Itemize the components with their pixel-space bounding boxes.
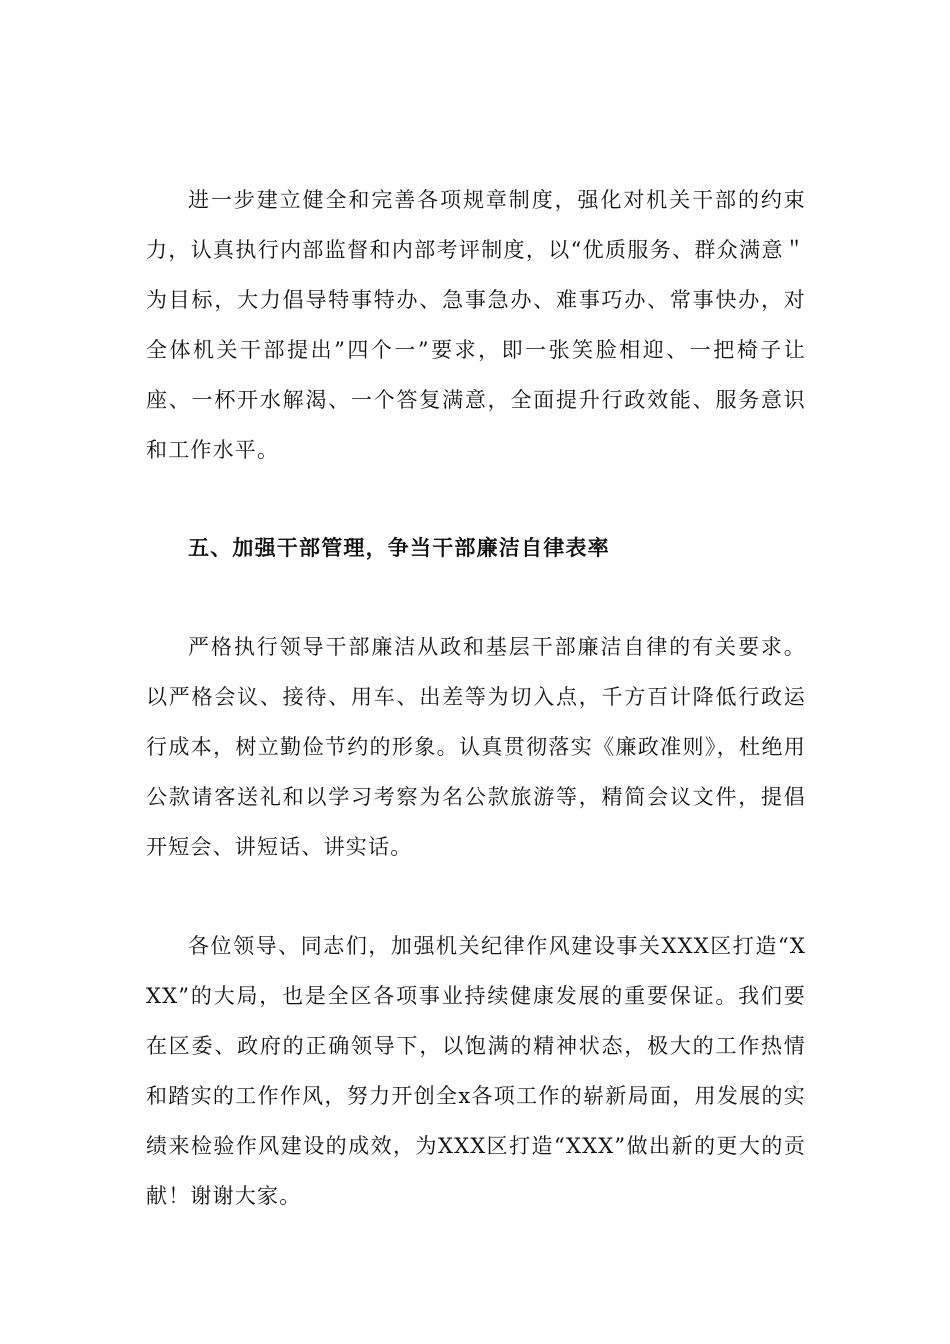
paragraph-regulations: 进一步建立健全和完善各项规章制度，强化对机关干部的约束力，认真执行内部监督和内部考评制度，以“优质服务、群众满意＂为目标，大力倡导特事特办、急事急办、难事巧办、常事快办，对全体机关干部提出”四个一”要求，即一张笑脸相迎、一把椅子让座、一杯开水解渴、一个答复满意，全面提升行政效能、服务意识和工作水平。 [146, 188, 806, 462]
paragraph-closing: 各位领导、同志们，加强机关纪律作风建设事关XXX区打造“XXX”的大局，也是全区各项事业持续健康发展的重要保证。我们要在区委、政府的正确领导下，以饱满的精神状态，极大的工作热情和踏实的工作作风，努力开创全x各项工作的崭新局面，用发展的实绩来检验作风建设的成效，为XXX区打造“XXX”做出新的更大的贡献！谢谢大家。 [146, 934, 806, 1208]
section-heading-5: 五、加强干部管理，争当干部廉洁自律表率 [188, 535, 610, 560]
paragraph-integrity: 严格执行领导干部廉洁从政和基层干部廉洁自律的有关要求。以严格会议、接待、用车、出差等为切入点，千方百计降低行政运行成本，树立勤俭节约的形象。认真贯彻落实《廉政准则》，杜绝用公款请客送礼和以学习考察为名公款旅游等，精简会议文件，提倡开短会、讲短话、讲实话。 [146, 635, 806, 859]
